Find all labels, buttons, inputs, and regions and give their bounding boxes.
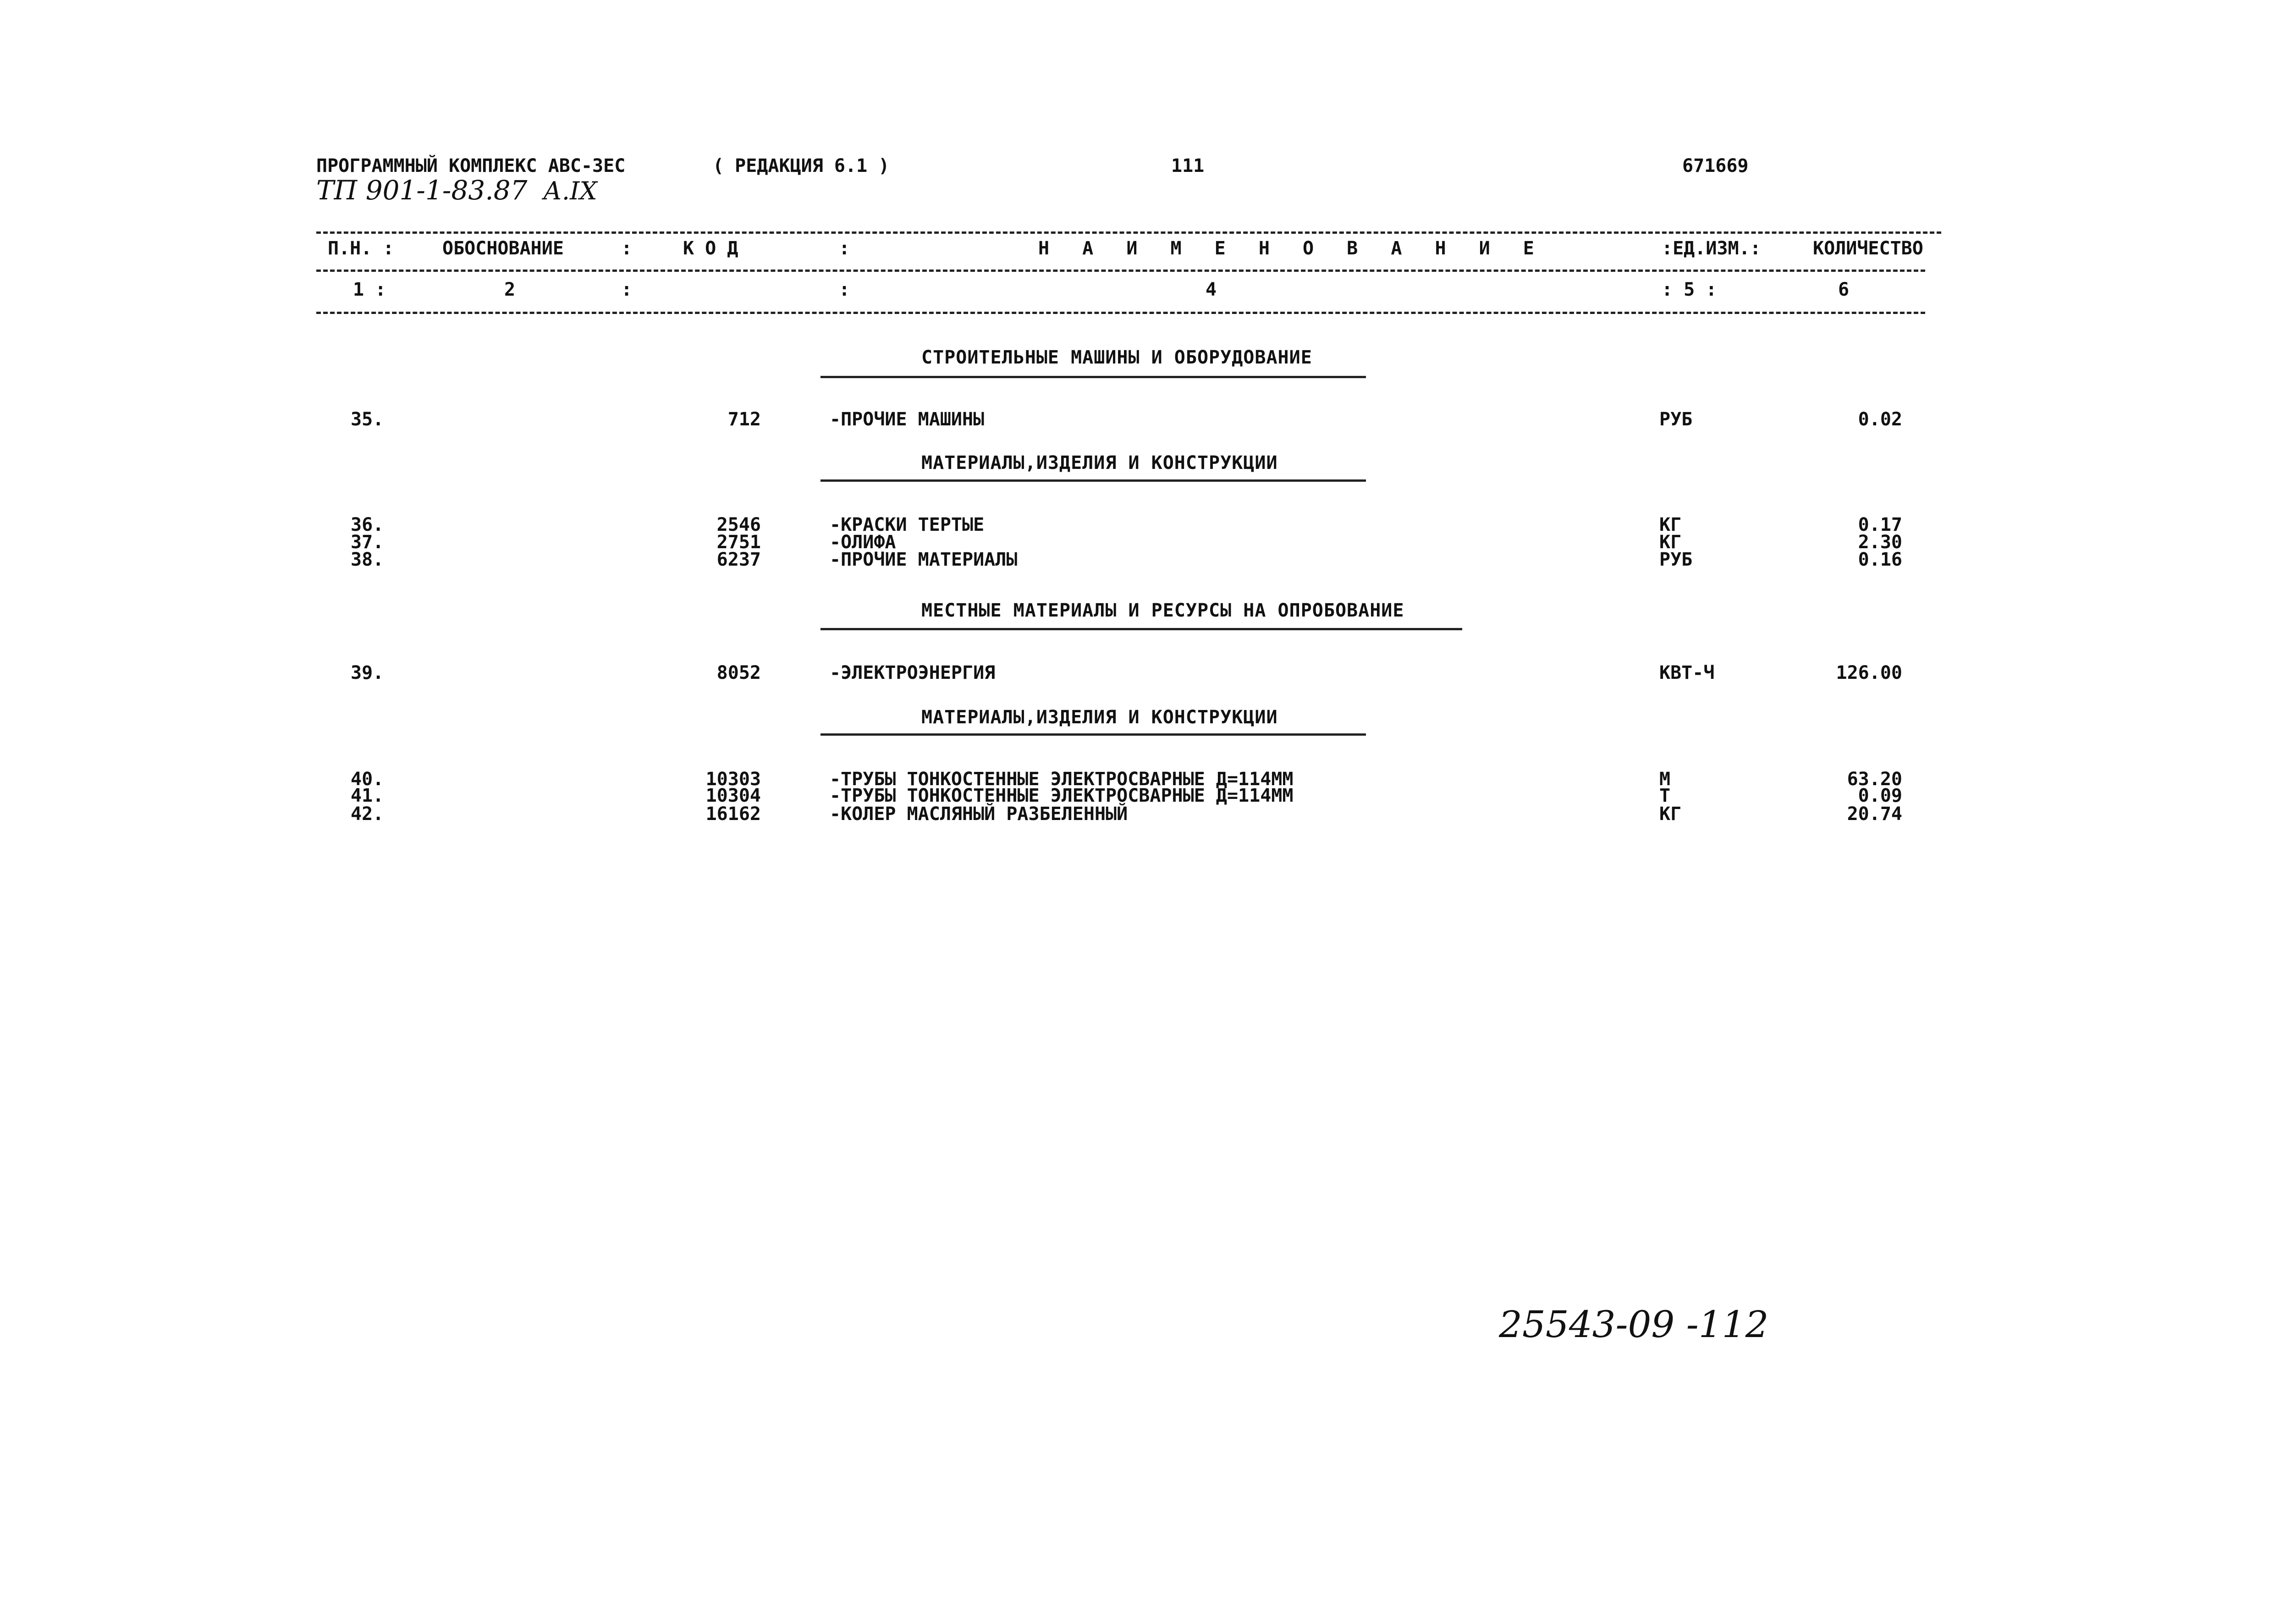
row-code: 6237 [716,549,761,570]
handwritten-sheet-number: 25543-09 -112 [1499,1303,1769,1346]
column-header-sep: : [621,238,633,259]
row-number: 38. [351,549,384,570]
row-quantity: 2.30 [1858,532,1902,553]
document-code: 671669 [1682,155,1749,176]
row-unit: КГ [1659,514,1682,535]
column-header-pn: П.Н. : [328,238,394,259]
section-title: МЕСТНЫЕ МАТЕРИАЛЫ И РЕСУРСЫ НА ОПРОБОВАНИЕ [921,600,1404,621]
row-code: 8052 [716,662,761,683]
column-header-unit: :ЕД.ИЗМ.: [1662,238,1761,259]
column-header-code: К О Д [683,238,738,259]
row-quantity: 63.20 [1847,769,1902,790]
row-code: 10304 [705,785,761,806]
column-header-quantity: КОЛИЧЕСТВО [1813,238,1923,259]
column-header-basis: ОБОСНОВАНИЕ [442,238,564,259]
row-name: -ЭЛЕКТРОЭНЕРГИЯ [830,662,996,683]
row-code: 2751 [716,532,761,553]
row-unit: КГ [1659,804,1682,825]
section-underline [820,376,1366,378]
row-number: 35. [351,409,384,430]
row-code: 16162 [705,804,761,825]
row-quantity: 0.09 [1858,785,1902,806]
column-number-6: 6 [1838,279,1850,300]
edition-label: ( РЕДАКЦИЯ 6.1 ) [713,155,890,176]
row-name: -ПРОЧИЕ МАШИНЫ [830,409,985,430]
table-top-rule [316,231,1941,234]
row-code: 712 [727,409,761,430]
header-separator-rule [316,270,1925,272]
row-number: 40. [351,769,384,790]
column-number-4: 4 [1206,279,1217,300]
column-number-sep: : [621,279,633,300]
row-code: 10303 [705,769,761,790]
row-quantity: 126.00 [1836,662,1902,683]
row-number: 41. [351,785,384,806]
row-unit: КГ [1659,532,1682,553]
section-underline [820,733,1366,736]
row-name: -ТРУБЫ ТОНКОСТЕННЫЕ ЭЛЕКТРОСВАРНЫЕ Д=114ММ [830,769,1294,790]
row-unit: Т [1659,785,1671,806]
row-name: -КОЛЕР МАСЛЯНЫЙ РАЗБЕЛЕННЫЙ [830,804,1128,825]
row-name: -КРАСКИ ТЕРТЫЕ [830,514,985,535]
row-name: -ПРОЧИЕ МАТЕРИАЛЫ [830,549,1018,570]
row-number: 39. [351,662,384,683]
column-number-1: 1 : [353,279,386,300]
row-quantity: 0.16 [1858,549,1902,570]
row-quantity: 0.17 [1858,514,1902,535]
program-title: ПРОГРАММНЫЙ КОМПЛЕКС АВС-ЗЕС [316,155,626,176]
row-unit: РУБ [1659,409,1693,430]
row-quantity: 0.02 [1858,409,1902,430]
column-number-5: : 5 : [1662,279,1717,300]
row-unit: КВТ-Ч [1659,662,1715,683]
row-quantity: 20.74 [1847,804,1902,825]
handwritten-project-number: ТП 901-1-83.87 [316,175,528,206]
row-code: 2546 [716,514,761,535]
row-number: 36. [351,514,384,535]
section-underline [820,479,1366,482]
page-number: 111 [1171,155,1205,176]
section-underline [820,628,1462,630]
row-unit: РУБ [1659,549,1693,570]
column-header-name: Н А И М Е Н О В А Н И Е [1038,238,1545,259]
column-header-sep: : [839,238,850,259]
row-name: -ОЛИФА [830,532,896,553]
row-name: -ТРУБЫ ТОНКОСТЕННЫЕ ЭЛЕКТРОСВАРНЫЕ Д=114ММ [830,785,1294,806]
section-title: СТРОИТЕЛЬНЫЕ МАШИНЫ И ОБОРУДОВАНИЕ [921,347,1312,368]
row-unit: М [1659,769,1671,790]
section-title: МАТЕРИАЛЫ,ИЗДЕЛИЯ И КОНСТРУКЦИИ [921,452,1278,473]
column-number-2: 2 [504,279,516,300]
handwritten-album-number: А.IX [543,176,597,205]
section-title: МАТЕРИАЛЫ,ИЗДЕЛИЯ И КОНСТРУКЦИИ [921,707,1278,728]
column-number-sep: : [839,279,850,300]
row-number: 37. [351,532,384,553]
header-bottom-rule [316,312,1925,314]
row-number: 42. [351,804,384,825]
